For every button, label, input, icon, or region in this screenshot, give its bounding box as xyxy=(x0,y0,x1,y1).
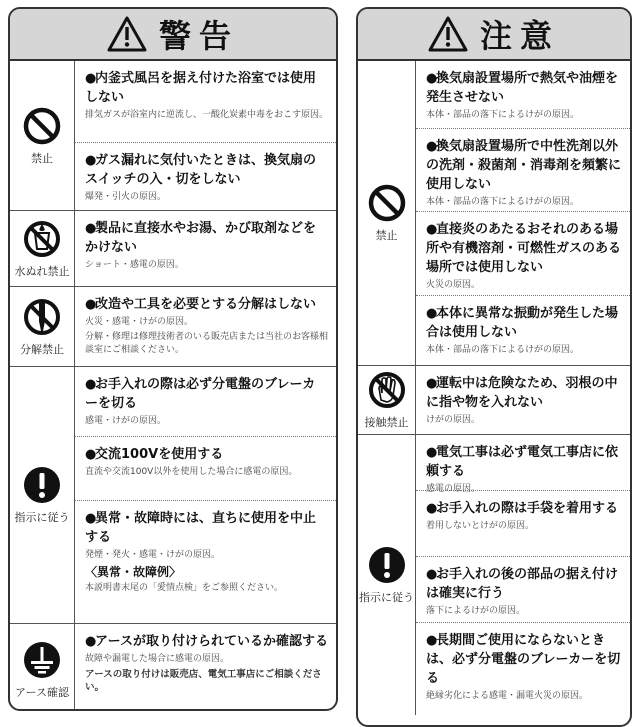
list-item: ●換気扇設置場所で熱気や油煙を発生させない 本体・部品の落下によるけがの原因。 xyxy=(416,61,630,129)
list-item: ●直接炎のあたるおそれのある場所や有機溶剤・可燃性ガスのある場所では使用しない 火災の原因。 xyxy=(416,212,630,296)
mandatory-icon xyxy=(22,465,62,505)
item-note-detail: 分解・修理は修理技術者のいる販売店または当社のお客様相談室にご相談ください。 xyxy=(85,332,329,355)
item-note: 火災の原因。 xyxy=(426,280,481,290)
item-subheading: 〈異常・故障例〉 xyxy=(85,565,182,579)
item-note: 感電・けがの原因。 xyxy=(85,416,167,426)
list-item: ●改造や工具を必要とする分解はしない 火災・感電・けがの原因。 分解・修理は修理技術者のいる販売店または当社のお客様相談室にご相談ください。 xyxy=(75,287,336,367)
side-no-water xyxy=(10,211,75,287)
item-note: 着用しないとけがの原因。 xyxy=(426,521,535,531)
side-label: 禁止 xyxy=(31,151,53,165)
warning-panel xyxy=(8,7,338,711)
item-note-detail: アースの取り付けは販売店、電気工事店にご相談ください。 xyxy=(85,669,322,693)
list-item: ●換気扇設置場所で中性洗剤以外の洗剤・殺菌剤・消毒剤を頻繁に使用しない 本体・部品の落下によるけがの原因。 xyxy=(416,129,630,212)
mandatory-icon xyxy=(367,545,407,585)
item-heading: お手入れの際は必ず分電盤のブレーカーを切る xyxy=(85,377,316,411)
prohibition-icon xyxy=(22,106,62,146)
side-no-touch xyxy=(358,366,416,435)
side-label: 水ぬれ禁止 xyxy=(14,264,70,278)
list-item: ●お手入れの際は必ず分電盤のブレーカーを切る 感電・けがの原因。 xyxy=(75,367,336,437)
side-label: 接触禁止 xyxy=(364,416,409,429)
caution-triangle-icon xyxy=(428,16,468,52)
item-note: 絶縁劣化による感電・漏電火災の原因。 xyxy=(426,691,589,701)
item-heading: 本体に異常な振動が発生した場合は使用しない xyxy=(426,306,619,340)
side-mandatory xyxy=(10,367,75,624)
warning-header xyxy=(10,9,336,61)
list-item: ●お手入れの後の部品の据え付けは確実に行う 落下によるけがの原因。 xyxy=(416,557,630,623)
list-item: ●アースが取り付けられているか確認する 故障や漏電した場合に感電の原因。 アースの取り付けは販売店、電気工事店にご相談ください。 xyxy=(85,634,328,693)
item-heading: 内釜式風呂を据え付けた浴室では使用しない xyxy=(85,71,317,105)
caution-title: 注意 xyxy=(479,17,560,55)
item-note: 排気ガスが浴室内に逆流し、一酸化炭素中毒をおこす原因。 xyxy=(85,110,329,120)
item-note-detail: 本説明書末尾の「愛情点検」をご参照ください。 xyxy=(85,583,284,593)
list-item: ●製品に直接水やお湯、かび取剤などをかけない ショート・感電の原因。 xyxy=(75,211,336,287)
item-heading: 製品に直接水やお湯、かび取剤などをかけない xyxy=(85,221,317,255)
side-prohibition xyxy=(358,61,416,366)
item-note: 爆発・引火の原因。 xyxy=(85,192,167,202)
side-label: アース確認 xyxy=(14,685,70,699)
item-heading: ガス漏れに気付いたときは、換気扇のスイッチの入・切をしない xyxy=(85,153,317,187)
item-heading: アースが取り付けられているか確認する xyxy=(95,634,328,649)
item-heading: 交流100Vを使用する xyxy=(95,447,224,462)
side-label: 指示に従う xyxy=(359,591,414,604)
side-label: 禁止 xyxy=(375,229,398,242)
caution-header xyxy=(358,9,630,61)
caution-panel xyxy=(356,7,632,727)
list-item: ●本体に異常な振動が発生した場合は使用しない 本体・部品の落下によるけがの原因。 xyxy=(416,296,630,366)
item-heading: 改造や工具を必要とする分解はしない xyxy=(95,297,317,312)
side-ground xyxy=(10,624,75,711)
list-item: ●異常・故障時には、直ちに使用を中止する 発煙・発火・感電・けがの原因。 〈異常・故障例〉 本説明書末尾の「愛情点検」をご参照ください。 xyxy=(75,501,336,624)
item-note: 本体・部品の落下によるけがの原因。 xyxy=(426,345,580,355)
item-heading: 電気工事は必ず電気工事店に依頼する xyxy=(426,445,619,479)
ground-icon xyxy=(22,640,62,680)
item-heading: お手入れの後の部品の据え付けは確実に行う xyxy=(426,567,619,601)
no-touch-icon xyxy=(367,370,407,410)
item-heading: 換気扇設置場所で中性洗剤以外の洗剤・殺菌剤・消毒剤を頻繁に使用しない xyxy=(426,139,622,192)
list-item: ●お手入れの際は手袋を着用する 着用しないとけがの原因。 xyxy=(416,491,630,557)
side-label: 分解禁止 xyxy=(20,342,64,356)
item-heading: 異常・故障時には、直ちに使用を中止する xyxy=(85,511,317,545)
item-note: 落下によるけがの原因。 xyxy=(426,606,526,616)
item-note: 本体・部品の落下によるけがの原因。 xyxy=(426,110,580,120)
item-heading: 運転中は危険なため、羽根の中に指や物を入れない xyxy=(426,376,618,410)
list-item: ●ガス漏れに気付いたときは、換気扇のスイッチの入・切をしない 爆発・引火の原因。 xyxy=(75,143,336,211)
list-item: ●長期間ご使用にならないときは、必ず分電盤のブレーカーを切る 絶縁劣化による感電・漏電火災の原因。 xyxy=(426,633,621,701)
side-label: 指示に従う xyxy=(14,511,70,524)
item-note: 故障や漏電した場合に感電の原因。 xyxy=(85,654,230,664)
caution-triangle-icon xyxy=(107,16,147,52)
item-note: 感電の原因。 xyxy=(426,484,481,494)
list-item: ●内釜式風呂を据え付けた浴室では使用しない 排気ガスが浴室内に逆流し、一酸化炭素中毒をおこす原因。 xyxy=(75,61,336,143)
item-note: ショート・感電の原因。 xyxy=(85,260,184,270)
item-note: 火災・感電・けがの原因。 xyxy=(85,317,194,327)
item-note: 直流や交流100V以外を使用した場合に感電の原因。 xyxy=(85,467,298,477)
no-water-icon xyxy=(22,219,62,259)
warning-title: 警告 xyxy=(158,17,239,55)
list-item: ●交流100Vを使用する 直流や交流100V以外を使用した場合に感電の原因。 xyxy=(75,437,336,501)
no-disassembly-icon xyxy=(22,297,62,337)
item-note: 発煙・発火・感電・けがの原因。 xyxy=(85,550,221,560)
list-item: ●運転中は危険なため、羽根の中に指や物を入れない けがの原因。 xyxy=(416,366,630,435)
item-note: けがの原因。 xyxy=(426,415,481,425)
item-heading: お手入れの際は手袋を着用する xyxy=(436,501,619,516)
side-no-disassembly xyxy=(10,287,75,367)
item-heading: 換気扇設置場所で熱気や油煙を発生させない xyxy=(426,71,619,105)
side-prohibition xyxy=(10,61,75,211)
list-item: ●電気工事は必ず電気工事店に依頼する 感電の原因。 xyxy=(416,435,630,491)
item-note: 本体・部品の落下によるけがの原因。 xyxy=(426,197,580,207)
item-heading: 直接炎のあたるおそれのある場所や有機溶剤・可燃性ガスのある場所では使用しない xyxy=(426,222,622,275)
prohibition-icon xyxy=(367,183,407,223)
item-heading: 長期間ご使用にならないときは、必ず分電盤のブレーカーを切る xyxy=(426,633,621,686)
side-mandatory xyxy=(358,435,416,715)
